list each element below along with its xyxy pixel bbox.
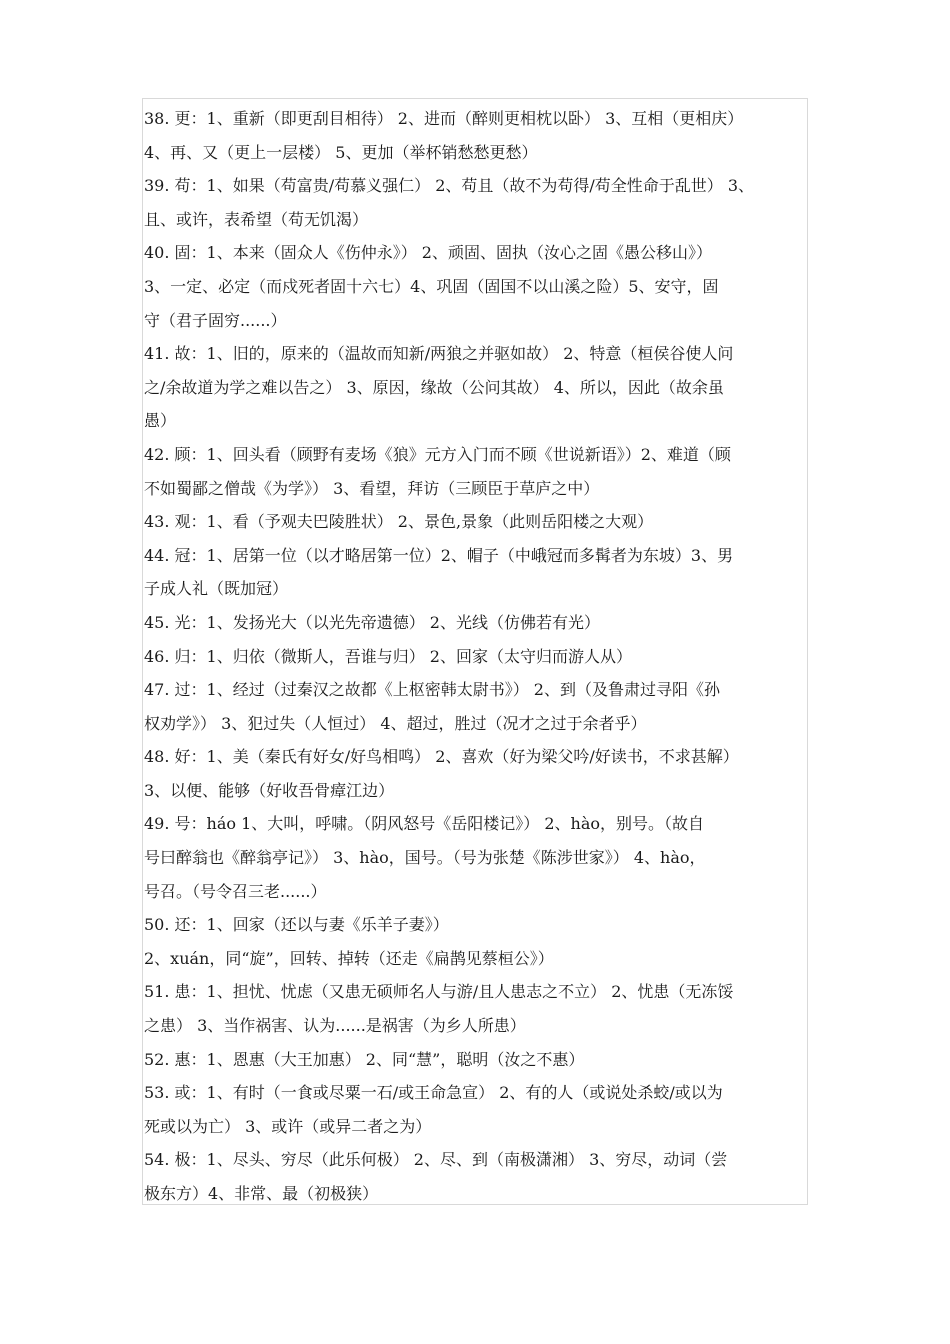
text-line: 41. 故：1、旧的，原来的（温故而知新/两狼之并驱如故） 2、特意（桓侯谷使人问 xyxy=(144,344,734,364)
text-line: 52. 惠：1、恩惠（大王加惠） 2、同“慧”，聪明（汝之不惠） xyxy=(144,1049,585,1069)
text-line: 3、一定、必定（而戍死者固十六七）4、巩固（固国不以山溪之险）5、安守，固 xyxy=(144,276,719,296)
text-line: 47. 过：1、经过（过秦汉之故都《上枢密韩太尉书》） 2、到（及鲁肃过寻阳《孙 xyxy=(144,680,720,700)
text-line: 45. 光：1、发扬光大（以光先帝遗德） 2、光线（仿佛若有光） xyxy=(144,612,600,632)
text-line: 53. 或：1、有时（一食或尽粟一石/或王命急宣） 2、有的人（或说处杀蛟/或以为 xyxy=(144,1083,723,1103)
text-line: 4、再、又（更上一层楼） 5、更加（举杯销愁愁更愁） xyxy=(144,142,538,162)
text-line: 39. 苟：1、如果（苟富贵/苟慕义强仁） 2、苟且（故不为苟得/苟全性命于乱世） 3、 xyxy=(144,176,755,196)
text-line: 之/余故道为学之难以告之） 3、原因，缘故（公问其故） 4、所以，因此（故余虽 xyxy=(144,377,724,397)
text-line: 46. 归：1、归依（微斯人，吾谁与归） 2、回家（太守归而游人从） xyxy=(144,646,632,666)
text-line: 3、以便、能够（好收吾骨瘴江边） xyxy=(144,780,395,800)
text-line: 54. 极：1、尽头、穷尽（此乐何极） 2、尽、到（南极潇湘） 3、穷尽，动词（尝 xyxy=(144,1150,728,1170)
text-line: 号曰醉翁也《醉翁亭记》） 3、hào，国号。（号为张楚《陈涉世家》） 4、hào， xyxy=(144,848,706,868)
text-line: 号召。（号令召三老......） xyxy=(144,881,327,901)
text-line: 之患） 3、当作祸害、认为......是祸害（为乡人所患） xyxy=(144,1016,526,1036)
text-line: 49. 号：háo 1、大叫，呼啸。（阴风怒号《岳阳楼记》） 2、hào，别号。（故自 xyxy=(144,814,705,834)
text-line: 且、或许，表希望（苟无饥渴） xyxy=(144,209,369,229)
text-line: 死或以为亡） 3、或许（或异二者之为） xyxy=(144,1116,432,1136)
text-line: 愚） xyxy=(144,411,177,431)
text-line: 极东方）4、非常、最（初极狭） xyxy=(144,1184,379,1203)
text-line: 不如蜀鄙之僧哉《为学》） 3、看望，拜访（三顾臣于草庐之中） xyxy=(144,478,600,498)
text-line: 42. 顾：1、回头看（顾野有麦场《狼》元方入门而不顾《世说新语》）2、难道（顾 xyxy=(144,444,731,464)
text-line: 38. 更：1、重新（即更刮目相待） 2、进而（醉则更相枕以卧） 3、互相（更相庆） xyxy=(144,109,744,128)
text-line: 40. 固：1、本来（固众人《伤仲永》） 2、顽固、固执（汝心之固《愚公移山》） xyxy=(144,243,712,263)
text-line: 权劝学》） 3、犯过失（人恒过） 4、超过，胜过（况才之过于余者乎） xyxy=(144,713,647,733)
text-line: 子成人礼（既加冠） xyxy=(144,579,289,599)
text-line: 43. 观：1、看（予观夫巴陵胜状） 2、景色,景象（此则岳阳楼之大观） xyxy=(144,512,654,532)
text-line: 44. 冠：1、居第一位（以才略居第一位）2、帽子（中峨冠而多髯者为东坡）3、男 xyxy=(144,545,734,565)
text-line: 2、xuán，同“旋”，回转、掉转（还走《扁鹊见蔡桓公》） xyxy=(144,948,554,968)
text-line: 48. 好：1、美（秦氏有好女/好鸟相鸣） 2、喜欢（好为梁父吟/好读书，不求甚解） xyxy=(144,747,739,767)
document-text xyxy=(144,102,812,1211)
text-line: 守（君子固穷......） xyxy=(144,310,287,330)
text-line: 51. 患：1、担忧、忧虑（又患无硕师名人与游/且人患志之不立） 2、忧患（无冻馁 xyxy=(144,982,734,1002)
text-line: 50. 还：1、回家（还以与妻《乐羊子妻》） xyxy=(144,915,449,935)
